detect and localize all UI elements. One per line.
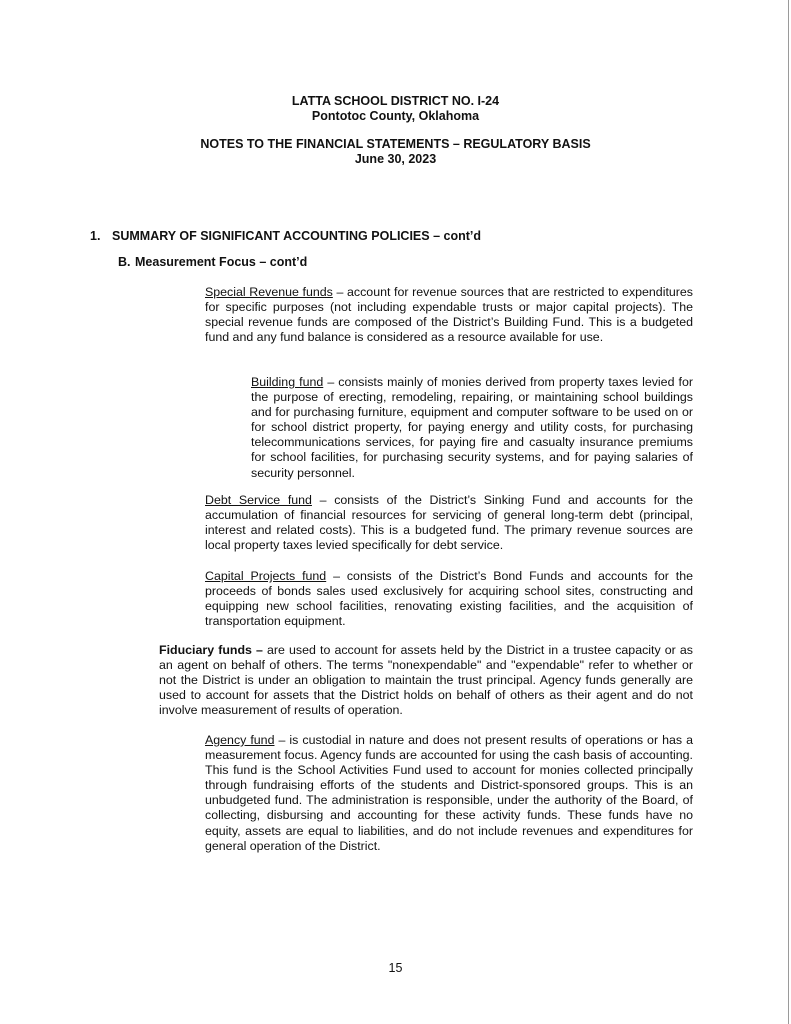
fiduciary-term: Fiduciary funds – bbox=[159, 643, 263, 657]
capital-projects-term: Capital Projects fund bbox=[205, 569, 327, 583]
capital-projects-paragraph bbox=[205, 569, 693, 629]
capital-projects-text: – consists of the District’s Bond Funds and accounts for the proceeds of bonds sales used exclusively for acquiring school sites, constructing and equipping new school facilities, renovating existing facilities, and the acquisition of transportation equipment. bbox=[205, 569, 693, 629]
debt-service-term: Debt Service fund bbox=[205, 493, 312, 507]
notes-title: NOTES TO THE FINANCIAL STATEMENTS – REGULATORY BASIS bbox=[200, 137, 591, 151]
county-name: Pontotoc County, Oklahoma bbox=[311, 109, 480, 123]
agency-fund-text: – is custodial in nature and does not present results of operations or has a measurement focus. Agency funds are accounted for using the cash basis of accounting. This fund is the School Activities Fund used to account for monies collected principally through fundraising efforts of the students and District-sponsored groups. This is an unbudgeted fund. The administration is responsible, under the authority of the Board, of collecting, disbursing and accounting for these activity funds. These funds have no equity, assets are equal to liabilities, and do not include revenues and expenditures for general operation of the District. bbox=[205, 733, 693, 853]
building-fund-text: – consists mainly of monies derived from property taxes levied for the purpose of erecting, remodeling, repairing, or maintaining school buildings and for purchasing furniture, equipment and computer software to be used on or for school district property, for paying energy and utility costs, for purchasing telecommunications services, for paying fire and casualty insurance premiums for school facilities, for purchasing security systems, and for paying salaries of security personnel. bbox=[251, 375, 693, 480]
special-revenue-term: Special Revenue funds bbox=[205, 285, 333, 299]
debt-service-paragraph bbox=[205, 493, 693, 553]
building-fund-term: Building fund bbox=[251, 375, 324, 389]
fiduciary-paragraph bbox=[159, 643, 693, 718]
section-number: 1. bbox=[90, 229, 101, 243]
special-revenue-paragraph bbox=[205, 285, 693, 345]
subsection-title: Measurement Focus – cont’d bbox=[135, 255, 308, 269]
page-number: 15 bbox=[388, 961, 403, 975]
special-revenue-text: – account for revenue sources that are restricted to expenditures for specific purposes (not including expendable trusts or major capital projects). The special revenue funds are composed of the District’s Building Fund. This is a budgeted fund and any fund balance is considered as a resource available for use. bbox=[205, 285, 693, 345]
building-fund-paragraph bbox=[251, 375, 693, 481]
subsection-heading bbox=[118, 255, 307, 269]
section-title: SUMMARY OF SIGNIFICANT ACCOUNTING POLICIES – cont’d bbox=[112, 229, 481, 243]
statement-date: June 30, 2023 bbox=[354, 152, 437, 166]
district-name: LATTA SCHOOL DISTRICT NO. I-24 bbox=[291, 94, 500, 108]
agency-fund-paragraph bbox=[205, 733, 693, 854]
agency-fund-term: Agency fund bbox=[205, 733, 275, 747]
section-heading bbox=[90, 229, 481, 243]
fiduciary-text: are used to account for assets held by the District in a trustee capacity or as an agent on behalf of others. The terms "nonexpendable" and "expendable" refer to whether or not the District is under an obligation to maintain the trust principal. Agency funds generally are used to account for assets that the District holds on behalf of others as their agent and do not involve measurement of results of operation. bbox=[159, 643, 693, 718]
debt-service-text: – consists of the District’s Sinking Fund and accounts for the accumulation of financial resources for servicing of general long-term debt (principal, interest and related costs). This is a budgeted fund. The primary revenue sources are local property taxes levied specifically for debt service. bbox=[205, 493, 693, 553]
subsection-letter: B. bbox=[118, 255, 131, 269]
